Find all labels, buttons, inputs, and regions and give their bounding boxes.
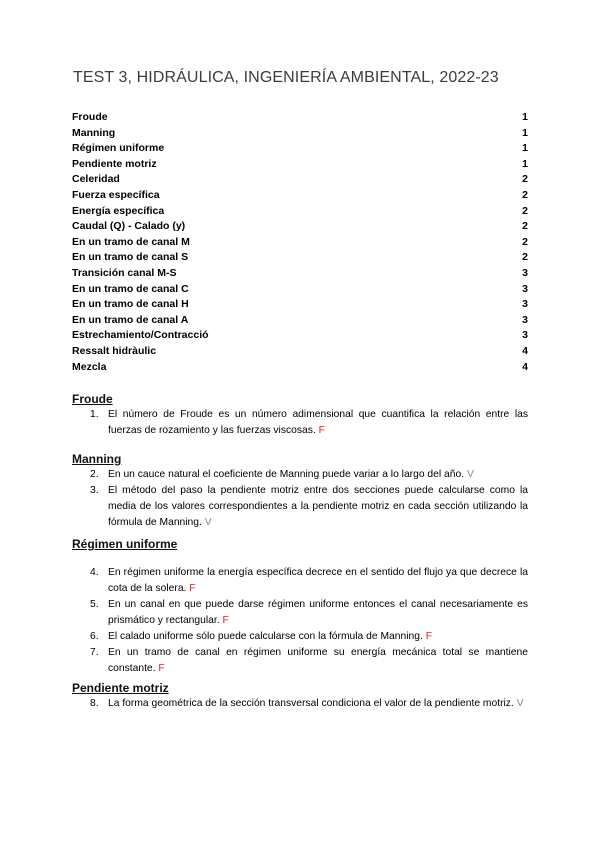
question-text: El número de Froude es un número adimensional que cuantifica la relación entre las fuerzas de rozamiento y las fuerzas viscosas. F [108, 409, 528, 436]
toc-row[interactable] [72, 219, 528, 235]
toc-row[interactable] [72, 157, 528, 173]
toc-label: En un tramo de canal S [72, 251, 189, 264]
question-text: En régimen uniforme la energía específica decrece en el sentido del flujo ya que decrece la cota de la solera. F [108, 567, 528, 594]
question-text: El método del paso la pendiente motriz entre dos secciones puede calcularse como la media de los valores correspondientes a la pendiente motriz en cada sección utilizando la fórmula de Manning. V [108, 485, 528, 528]
toc-page: 2 [522, 220, 528, 233]
question-item [72, 597, 528, 629]
section-froude [72, 392, 528, 439]
toc-row[interactable] [72, 126, 528, 142]
toc-page: 1 [522, 111, 528, 123]
question-item [72, 696, 528, 712]
toc-row[interactable] [72, 172, 528, 188]
toc-row[interactable] [72, 188, 528, 204]
question-number: 2. [90, 469, 99, 480]
toc-page: 4 [522, 344, 528, 357]
toc-row[interactable] [72, 141, 528, 157]
question-item [72, 467, 528, 483]
toc-page: 1 [522, 142, 528, 155]
question-number: 7. [90, 647, 99, 658]
question-text: La forma geométrica de la sección transversal condiciona el valor de la pendiente motriz. V [108, 698, 524, 709]
toc-label: Froude [72, 111, 108, 123]
toc-page: 2 [522, 251, 528, 264]
section-heading: Régimen uniforme [72, 537, 178, 551]
question-text: En un canal en que puede darse régimen uniforme entonces el canal necesariamente es prismático y rectangular. F [108, 599, 528, 626]
toc-row[interactable] [72, 344, 528, 360]
toc-label: Estrechamiento/Contracció [72, 329, 209, 342]
toc-label: Celeridad [72, 173, 120, 186]
question-text: En un cauce natural el coeficiente de Manning puede variar a lo largo del año. V [108, 469, 474, 480]
answer-true: V [516, 698, 524, 709]
toc-label: Fuerza específica [72, 188, 160, 201]
question-item [72, 629, 528, 645]
answer-false: F [189, 583, 196, 594]
toc-row[interactable] [72, 250, 528, 266]
question-number: 4. [90, 567, 99, 578]
toc-page: 2 [522, 173, 528, 186]
question-text: En un tramo de canal en régimen uniforme su energía mecánica total se mantiene constante. F [108, 647, 528, 674]
toc-row[interactable] [72, 328, 528, 344]
toc-row[interactable] [72, 297, 528, 313]
toc-row[interactable] [72, 266, 528, 282]
toc-row[interactable] [72, 360, 528, 376]
toc-page: 1 [522, 126, 528, 139]
question-text: El calado uniforme sólo puede calcularse con la fórmula de Manning. F [108, 631, 432, 642]
toc-label: En un tramo de canal M [72, 235, 190, 248]
toc-row[interactable] [72, 235, 528, 251]
section-manning [72, 452, 528, 531]
toc-page: 3 [522, 313, 528, 326]
toc-page: 3 [522, 266, 528, 279]
toc-label: Transición canal M-S [72, 266, 177, 279]
question-item [72, 407, 528, 439]
toc-row[interactable] [72, 313, 528, 329]
question-number: 3. [90, 485, 99, 496]
toc-page: 2 [522, 235, 528, 248]
page-title: TEST 3, HIDRÁULICA, INGENIERÍA AMBIENTAL, 2022-23 [73, 69, 499, 86]
toc-label: En un tramo de canal H [72, 298, 189, 311]
toc-page: 1 [522, 157, 528, 170]
toc-label: Régimen uniforme [72, 142, 165, 155]
toc-label: Manning [72, 126, 116, 139]
toc-page: 3 [522, 329, 528, 342]
toc-label: En un tramo de canal C [72, 282, 189, 295]
toc-page: 2 [522, 188, 528, 201]
toc-label: Energía específica [72, 204, 165, 217]
toc-page: 2 [522, 204, 528, 217]
answer-true: V [466, 469, 474, 480]
toc-row[interactable] [72, 110, 528, 126]
toc-page: 4 [522, 360, 528, 373]
section-regimen-uniforme [72, 537, 528, 677]
toc-label: Caudal (Q) - Calado (y) [72, 220, 186, 233]
section-heading: Manning [72, 452, 122, 466]
answer-false: F [425, 631, 432, 642]
toc-label: Pendiente motriz [72, 157, 157, 170]
toc-label: Ressalt hidràulic [72, 344, 157, 357]
section-heading: Pendiente motriz [72, 681, 169, 695]
question-number: 1. [90, 409, 99, 420]
question-item [72, 483, 528, 531]
question-item [72, 645, 528, 677]
question-number: 6. [90, 631, 99, 642]
question-number: 8. [90, 698, 99, 709]
toc-label: Mezcla [72, 360, 107, 373]
answer-false: F [318, 425, 325, 436]
toc-row[interactable] [72, 282, 528, 298]
section-heading: Froude [72, 392, 113, 406]
table-of-contents [72, 110, 528, 375]
toc-page: 3 [522, 282, 528, 295]
question-item [72, 565, 528, 597]
answer-true: V [204, 517, 212, 528]
answer-false: F [158, 663, 165, 674]
question-number: 5. [90, 599, 99, 610]
answer-false: F [222, 615, 229, 626]
toc-page: 3 [522, 298, 528, 311]
toc-row[interactable] [72, 204, 528, 220]
section-pendiente-motriz [72, 681, 528, 712]
toc-label: En un tramo de canal A [72, 313, 189, 326]
